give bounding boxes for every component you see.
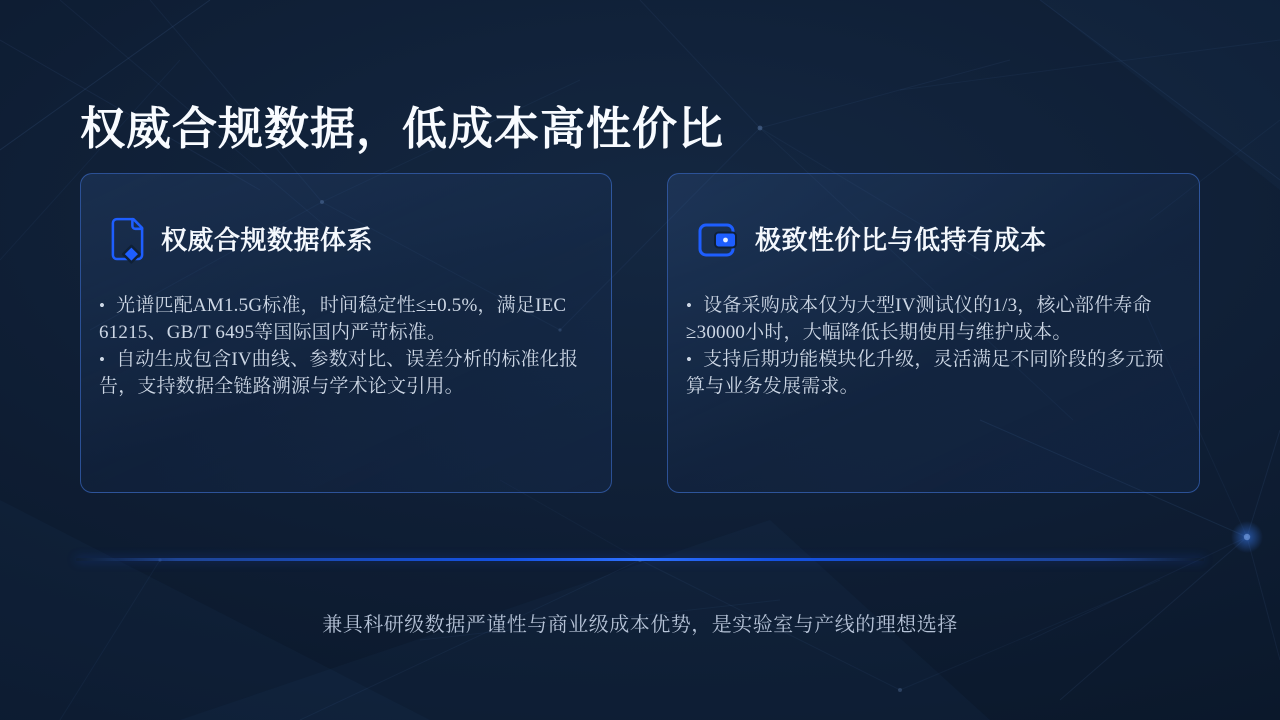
page-title: 权威合规数据，低成本高性价比 xyxy=(80,104,725,155)
wallet-clasp-dot xyxy=(723,238,728,243)
footer-summary-text: 兼具科研级数据严谨性与商业级成本优势，是实验室与产线的理想选择 xyxy=(322,614,958,636)
card-title: 权威合规数据体系 xyxy=(161,225,374,255)
certificate-document-icon xyxy=(109,217,146,264)
divider-line xyxy=(76,558,1204,561)
card-cost-effectiveness xyxy=(667,173,1200,493)
card-body xyxy=(99,292,593,400)
bullet-item: • 支持后期功能模块化升级，灵活满足不同阶段的多元预算与业务发展需求。 xyxy=(686,346,1181,400)
card-header xyxy=(109,203,591,277)
card-body xyxy=(686,292,1181,400)
card-bullet-list xyxy=(686,292,1181,400)
wallet-icon xyxy=(696,218,740,262)
card-authoritative-data xyxy=(80,173,612,493)
bullet-item: • 自动生成包含IV曲线、参数对比、误差分析的标准化报告，支持数据全链路溯源与学术论文引用。 xyxy=(99,346,593,400)
bullet-item: • 光谱匹配AM1.5G标准，时间稳定性≤±0.5%，满足IEC 61215、GB/T 6495等国际国内严苛标准。 xyxy=(99,292,593,346)
card-header xyxy=(696,203,1179,277)
card-bullet-list xyxy=(99,292,593,400)
bullet-item: • 设备采购成本仅为大型IV测试仪的1/3，核心部件寿命≥30000小时，大幅降低长期使用与维护成本。 xyxy=(686,292,1181,346)
card-title: 极致性价比与低持有成本 xyxy=(755,225,1047,255)
